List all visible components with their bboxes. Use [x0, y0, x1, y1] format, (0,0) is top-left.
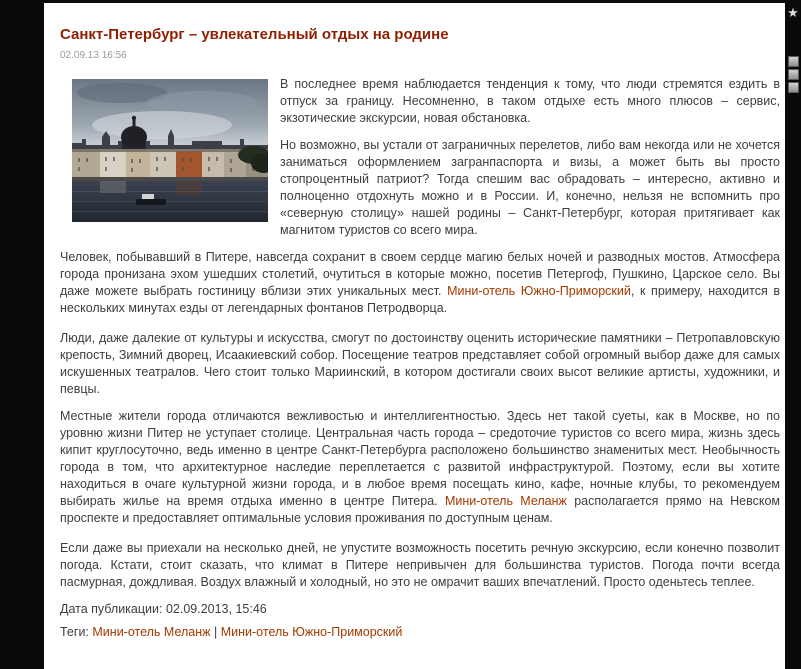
paragraph-3-text-before: Человек, побывавший в Питере, навсегда сохранит в своем сердце магию белых ночей и разводных мостов. Атмосфера города пронизана эхом ушедших столетий, очутиться в которые можно, посетив Петергоф, Пушкино, Царское село. Вы даже можете выбрать гостиницу вблизи этих уникальных мест. — [60, 250, 780, 298]
tag-link-melange[interactable]: Мини-отель Меланж — [92, 625, 211, 639]
scroll-down-button[interactable] — [788, 82, 799, 93]
paragraph-5-text-before: Местные жители города отличаются вежливостью и интеллигентностью. Здесь нет такой суеты, как в Москве, но по уровню жизни Питер не уступает столице. Центральная часть города – средоточие туристов со всего мира, жизнь здесь кипит круглосуточно, ведь именно в центре Санкт-Петербурга расположено большинство знаменитых мест. Необычность города в том, что архитектурное наследие переплетается с развитой инфраструктурой. Поэтому, если вы хотите находиться в очаге культурной жизни города, и в любое время посещать кино, кафе, ночные клубы, то рекомендуем выбирать жилье на время отдыха именно в центре Питера. — [60, 409, 780, 508]
tags-label: Теги: — [60, 625, 89, 639]
article-title: Санкт-Петербург – увлекательный отдых на родине — [60, 26, 449, 43]
tag-separator: | — [214, 625, 218, 639]
tags-row — [60, 624, 780, 641]
publication-date: Дата публикации: 02.09.2013, 15:46 — [60, 602, 267, 616]
paragraph-1: В последнее время наблюдается тенденция к тому, что люди стремятся ездить в отпуск за границу. Несомненно, в таком отдыхе есть много плюсов – сервис, экзотические экскурсии, новая обстановка. — [280, 77, 780, 125]
paragraph-5-text-after: располагается прямо на Невском проспекте и предоставляет оптимальные условия проживания по доступным ценам. — [60, 494, 781, 525]
paragraph-6: Если даже вы приехали на несколько дней, не упустите возможность посетить речную экскурсию, если конечно позволит погода. Кстати, стоит сказать, что климат в Питере непривычен для большинства туристов. Погода почти всегда пасмурная, дождливая. Воздух влажный и холодный, но это не омрачит ваших впечатлений. Просто оденьтесь теплее. — [60, 541, 780, 589]
content-area — [44, 3, 785, 669]
link-mini-hotel-yuzhno-primorsky[interactable]: Мини-отель Южно-Приморский — [447, 284, 631, 298]
article-body — [60, 76, 780, 641]
link-mini-hotel-melange[interactable]: Мини-отель Меланж — [444, 494, 567, 508]
st-petersburg-photo — [72, 79, 268, 222]
favorite-star-icon[interactable]: ★ — [787, 5, 799, 20]
scroll-up-button[interactable] — [788, 56, 799, 67]
paragraph-2: Но возможно, вы устали от заграничных перелетов, либо вам некогда или не хочется заниматься оформлением загранпаспорта и визы, а может быть вы просто стопроцентный патриот? Тогда спешим вас обрадовать – интересно, активно и полноценно отдохнуть можно и в России. И, конечно, нельзя не вспомнить про «северную столицу» нашей родины – Санкт-Петербург, которая притягивает как магнитом туристов со всего мира. — [280, 138, 780, 237]
article-image — [72, 79, 268, 222]
article-timestamp: 02.09.13 16:56 — [60, 50, 127, 61]
scroll-thumb[interactable] — [788, 69, 799, 80]
paragraph-3 — [60, 249, 780, 317]
paragraph-3-text-after: , к примеру, находится в нескольких минутах езды от легендарных фонтанов Петродворца. — [60, 284, 780, 315]
right-scrollbar[interactable] — [785, 0, 801, 669]
paragraph-5 — [60, 408, 780, 527]
paragraph-4: Люди, даже далекие от культуры и искусства, смогут по достоинству оценить исторические памятники – Петропавловскую крепость, Зимний дворец, Исаакиевский собор. Посещение театров представляет собой огромный выбор даже для самых искушенных театралов. Чего стоит только Мариинский, в котором достигали своих высот великие артисты, художники, и певцы. — [60, 331, 780, 396]
tag-link-yuzhno-primorsky[interactable]: Мини-отель Южно-Приморский — [220, 625, 403, 639]
